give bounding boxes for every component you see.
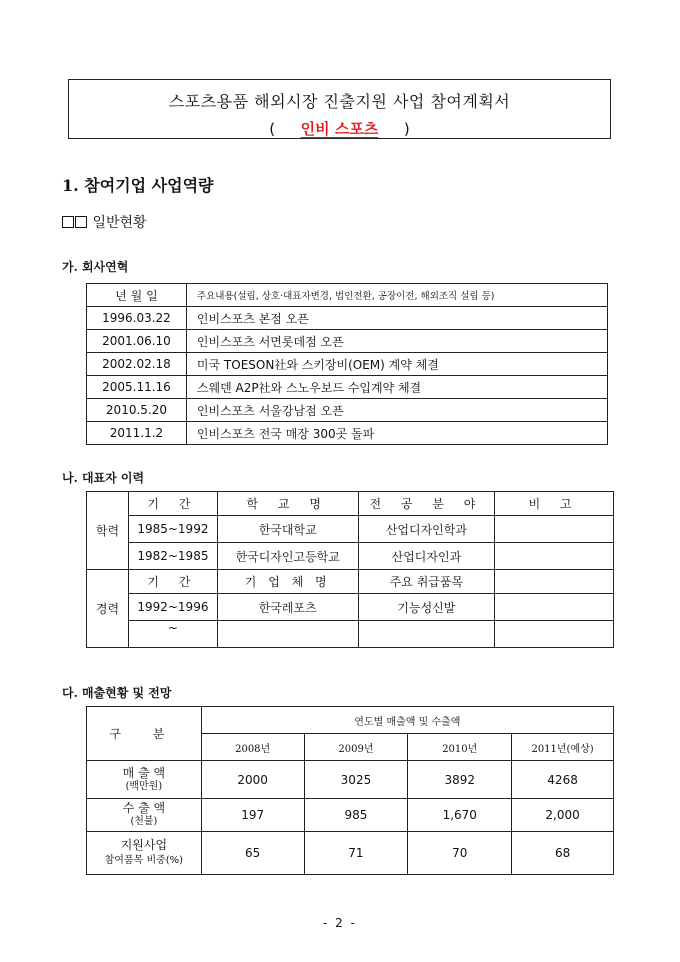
- table-row: [87, 543, 614, 570]
- history-date: 2001.06.10: [87, 330, 187, 353]
- history-heading: 가. 회사연혁: [62, 260, 129, 274]
- subsection-heading-text: 일반현황: [92, 215, 147, 231]
- history-content: 인비스포츠 서면롯데점 오픈: [186, 330, 607, 353]
- share-value: 71: [304, 832, 408, 875]
- ceo-heading: 나. 대표자 이력: [62, 471, 145, 485]
- export-value: 1,670: [408, 799, 512, 832]
- history-content: 스웨덴 A2P社와 스노우보드 수입계약 체결: [186, 376, 607, 399]
- header-item: 주요 취급품목: [358, 570, 495, 594]
- sales-value: 3025: [304, 761, 408, 799]
- career-item: 기능성신발: [358, 594, 495, 621]
- edu-major: 산업디자인학과: [358, 516, 495, 543]
- edu-period: 1982~1985: [128, 543, 217, 570]
- row-label: [87, 761, 202, 799]
- row-label-unit: 참여품목 비중(%): [104, 855, 184, 866]
- paren-close: ): [403, 120, 410, 138]
- history-content: 미국 TOESON社와 스키장비(OEM) 계약 체결: [186, 353, 607, 376]
- history-content: 인비스포츠 서울강남점 오픈: [186, 399, 607, 422]
- history-date: 1996.03.22: [87, 307, 187, 330]
- table-row: [87, 799, 614, 832]
- career-label: 경력: [87, 570, 129, 648]
- subsection-heading: [62, 212, 147, 232]
- sales-value: 3892: [408, 761, 512, 799]
- header-year: 2011년(예상): [512, 734, 614, 761]
- sales-value: 4268: [512, 761, 614, 799]
- header-school: 학 교 명: [217, 492, 358, 516]
- header-year: 2008년: [201, 734, 304, 761]
- table-row: [87, 594, 614, 621]
- table-row: [87, 376, 608, 399]
- document-title: 스포츠용품 해외시장 진출지원 사업 참여계획서: [168, 92, 511, 111]
- table-row: [87, 832, 614, 875]
- header-year: 2010년: [408, 734, 512, 761]
- header-category: 구 분: [87, 707, 202, 761]
- company-name: 인비 스포츠: [300, 120, 379, 138]
- row-label-main: 수 출 액: [122, 801, 166, 815]
- career-company: 한국레포츠: [217, 594, 358, 621]
- career-company: [217, 621, 358, 648]
- export-value: 2,000: [512, 799, 614, 832]
- history-content: 인비스포츠 본점 오픈: [186, 307, 607, 330]
- checkbox-square-icon: [62, 216, 74, 228]
- export-value: 985: [304, 799, 408, 832]
- table-header-row: [87, 492, 614, 516]
- sales-value: 2000: [201, 761, 304, 799]
- export-value: 197: [201, 799, 304, 832]
- edu-major: 산업디자인과: [358, 543, 495, 570]
- career-item: [358, 621, 495, 648]
- career-note: [495, 594, 614, 621]
- share-value: 68: [512, 832, 614, 875]
- row-label: [87, 832, 202, 875]
- header-date: 년 월 일: [87, 284, 187, 307]
- header-year: 2009년: [304, 734, 408, 761]
- edu-school: 한국대학교: [217, 516, 358, 543]
- row-label-unit: (백만원): [125, 780, 163, 792]
- header-note: [495, 570, 614, 594]
- table-header-row: [87, 284, 608, 307]
- row-label-main: 지원사업: [120, 838, 168, 852]
- sales-table: [86, 706, 614, 875]
- career-period: 1992~1996: [128, 594, 217, 621]
- career-period: ~: [128, 621, 217, 648]
- sales-heading: 다. 매출현황 및 전망: [62, 686, 172, 700]
- header-content: 주요내용(설립, 상호·대표자변경, 법인전환, 공장이전, 해외조직 설립 등): [186, 284, 607, 307]
- row-label-unit: (천불): [130, 816, 158, 827]
- edu-label: 학력: [87, 492, 129, 570]
- share-value: 70: [408, 832, 512, 875]
- table-row: [87, 399, 608, 422]
- table-row: [87, 422, 608, 445]
- table-row: [87, 307, 608, 330]
- table-header-row: [87, 570, 614, 594]
- history-date: 2010.5.20: [87, 399, 187, 422]
- table-row: [87, 516, 614, 543]
- edu-note: [495, 516, 614, 543]
- header-major: 전 공 분 야: [358, 492, 495, 516]
- checkbox-square-icon: [75, 216, 87, 228]
- table-header-row: [87, 707, 614, 734]
- history-content: 인비스포츠 전국 매장 300곳 돌파: [186, 422, 607, 445]
- edu-period: 1985~1992: [128, 516, 217, 543]
- page-number: - 2 -: [323, 916, 357, 930]
- edu-note: [495, 543, 614, 570]
- share-value: 65: [201, 832, 304, 875]
- edu-school: 한국디자인고등학교: [217, 543, 358, 570]
- section-heading: 1. 참여기업 사업역량: [62, 176, 214, 195]
- header-period: 기 간: [128, 492, 217, 516]
- history-date: 2002.02.18: [87, 353, 187, 376]
- table-row: [87, 761, 614, 799]
- row-label: [87, 799, 202, 832]
- table-row: [87, 621, 614, 648]
- history-date: 2005.11.16: [87, 376, 187, 399]
- history-table: [86, 283, 608, 445]
- header-group: 연도별 매출액 및 수출액: [201, 707, 613, 734]
- header-company: 기 업 체 명: [217, 570, 358, 594]
- header-period: 기 간: [128, 570, 217, 594]
- history-date: 2011.1.2: [87, 422, 187, 445]
- table-row: [87, 330, 608, 353]
- document-title-box: [68, 79, 611, 139]
- company-line: [69, 118, 610, 139]
- header-note: 비 고: [495, 492, 614, 516]
- paren-open: (: [269, 120, 276, 138]
- row-label-main: 매 출 액: [122, 765, 166, 780]
- ceo-table: [86, 491, 614, 648]
- career-note: [495, 621, 614, 648]
- table-row: [87, 353, 608, 376]
